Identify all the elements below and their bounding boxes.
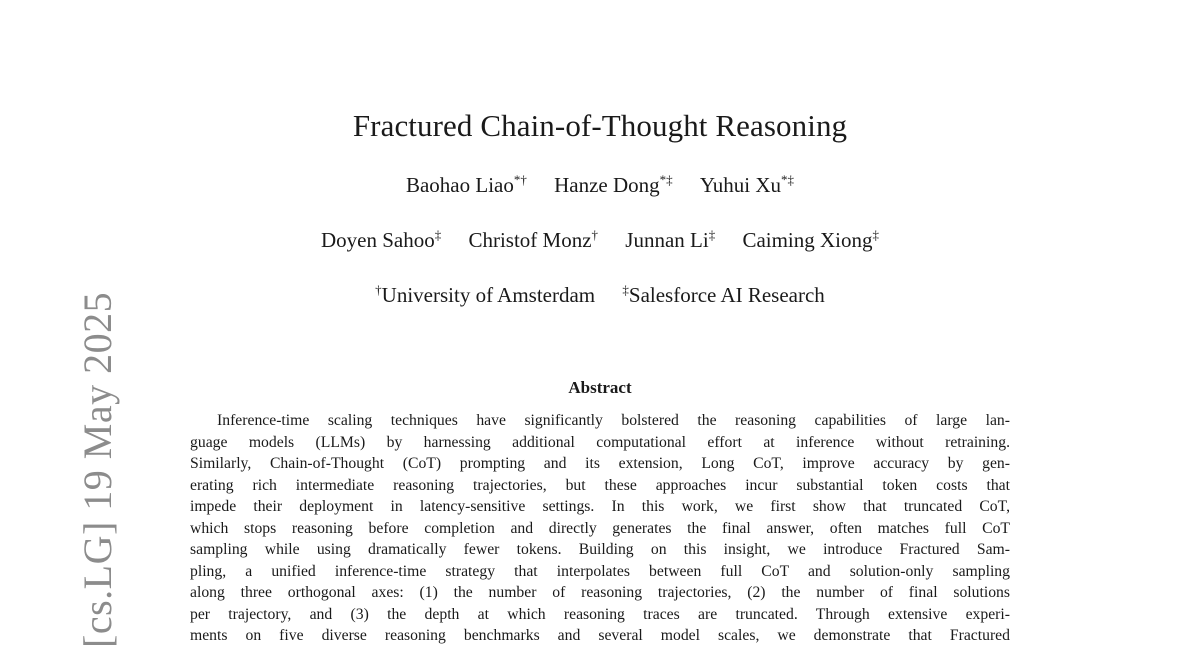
author-line-2 (0, 228, 1200, 253)
abstract-line: which stops reasoning before completion and directly generates the final answer, often matches full CoT (190, 519, 1010, 537)
author-affiliation-mark: † (591, 227, 599, 242)
abstract-line: guage models (LLMs) by harnessing additional computational effort at inference without retraining. (190, 433, 1010, 451)
abstract-heading: Abstract (568, 378, 632, 397)
author (406, 173, 527, 198)
author-name: Christof Monz (468, 228, 592, 252)
author (742, 228, 879, 253)
abstract-line: along three orthogonal axes: (1) the number of reasoning trajectories, (2) the number of final solutions (190, 584, 1010, 601)
author-name: Yuhui Xu (699, 173, 782, 197)
abstract-line: per trajectory, and (3) the depth at which reasoning traces are truncated. Through extensive experi- (190, 605, 1010, 623)
abstract-line: ments on five diverse reasoning benchmarks and several model scales, we demonstrate that Fractured (190, 627, 1010, 644)
author (625, 228, 715, 253)
abstract-line: Inference-time scaling techniques have significantly bolstered the reasoning capabilities of large lan- (217, 412, 1010, 429)
author-name: Caiming Xiong (742, 228, 873, 252)
author-name: Doyen Sahoo (320, 228, 435, 252)
author-affiliation-mark: *‡ (781, 172, 795, 187)
author-affiliation-mark: *‡ (659, 172, 673, 187)
affiliation (375, 283, 595, 308)
abstract-line: erating rich intermediate reasoning trajectories, but these approaches incur substantial token costs that (190, 476, 1010, 494)
author-name: Junnan Li (625, 228, 709, 252)
affiliation-mark: ‡ (622, 282, 629, 297)
author (700, 173, 794, 198)
author-name: Baohao Liao (405, 173, 514, 197)
arxiv-stamp: [cs.LG] 19 May 2025 (75, 291, 120, 648)
abstract-line: pling, a unified inference-time strategy that interpolates between full CoT and solution-only sampling (190, 562, 1010, 580)
author-affiliation-mark: ‡ (708, 227, 716, 242)
paper-title: Fractured Chain-of-Thought Reasoning (352, 108, 848, 143)
author-name: Hanze Dong (554, 173, 660, 197)
author-affiliation-mark: ‡ (872, 227, 880, 242)
author-affiliation-mark: *† (513, 172, 527, 187)
abstract-line: sampling while using dramatically fewer tokens. Building on this insight, we introduce Fractured Sam- (190, 541, 1010, 558)
affiliation-name: University of Amsterdam (381, 283, 596, 307)
author (321, 228, 441, 253)
affiliation (622, 283, 824, 308)
abstract-line: impede their deployment in latency-sensitive settings. In this work, we first show that truncated CoT, (190, 498, 1010, 515)
abstract-body (190, 410, 1010, 647)
abstract-line: Similarly, Chain-of-Thought (CoT) prompting and its extension, Long CoT, improve accuracy by gen- (190, 455, 1010, 472)
author-affiliation-mark: ‡ (434, 227, 442, 242)
affiliation-line (0, 283, 1200, 308)
author (554, 173, 673, 198)
author (468, 228, 598, 253)
author-line-1 (0, 173, 1200, 198)
affiliation-mark: † (375, 282, 382, 297)
affiliation-name: Salesforce AI Research (628, 283, 825, 307)
